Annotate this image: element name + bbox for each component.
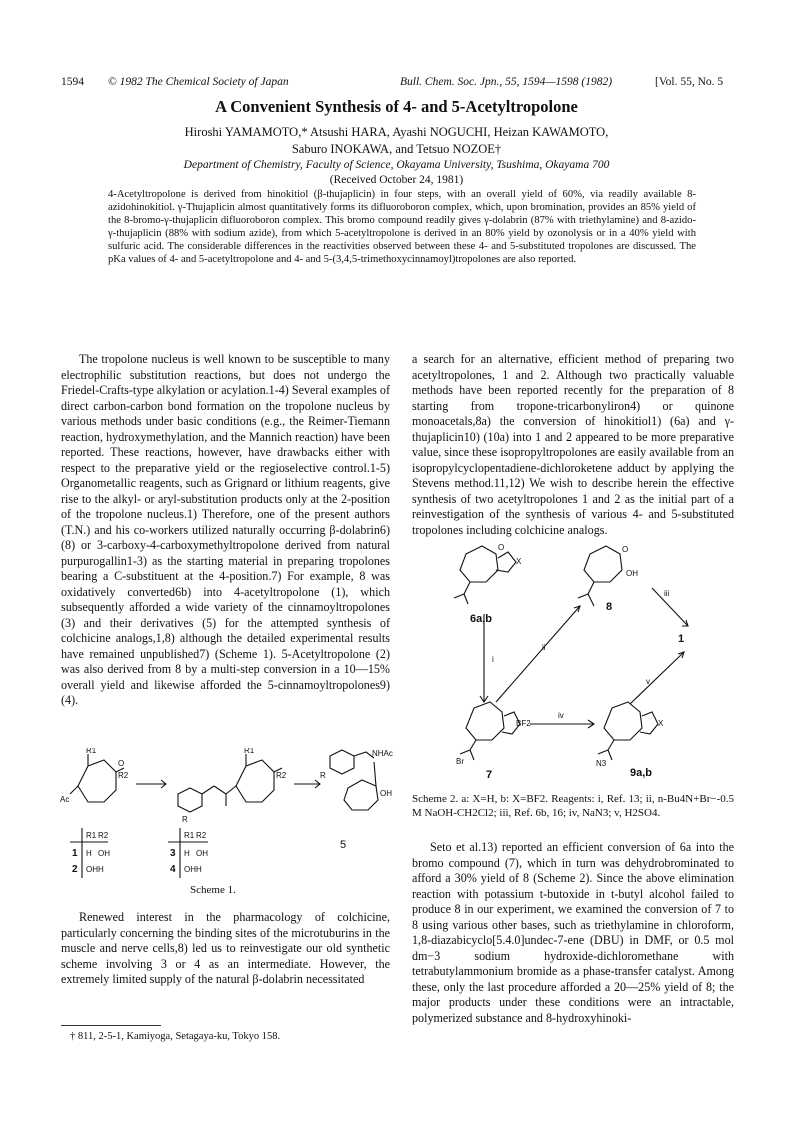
reagent-iv: iv <box>558 711 564 720</box>
compound-8-ring <box>584 546 622 582</box>
intro-paragraph-continued: a search for an alternative, efficient method of preparing two acetyltropolones, 1 and 2. Although two practically valuable methods have been reported recently for the preparation of 8 starting from tropone-tricarbonyliron4) or quinone monoacetals,8a) the conversion of hinokitiol1) (6a) and γ-thujaplicin10) (10a) into 1 and 2 appeared to be more preparative value, since these isopropyltropolones are easily available from an isopropylcyclopentadiene-dichloroketene adduct by applying the Stevens method.11,12) We wish to describe herein the effective synthesis of two acetyltropolones 1 and 2 as the initial part of a reinvestigation of the synthesis of various 4- and 5-substituted tropolones including colchicine analogs. <box>412 352 734 537</box>
journal-citation: Bull. Chem. Soc. Jpn., 55, 1594—1598 (1982) <box>400 76 613 88</box>
s2-br-7: Br <box>456 757 464 766</box>
table-b-row1-c2: OH <box>196 849 208 858</box>
table-a-row1-c2: OH <box>98 849 110 858</box>
compound-7-ring <box>466 702 504 740</box>
arrow-v <box>630 652 684 704</box>
label-8: 8 <box>606 601 613 613</box>
label-6ab: 6a,b <box>470 613 493 625</box>
arrow-iii <box>652 588 688 626</box>
intro-paragraph-1: The tropolone nucleus is well known to be susceptible to many electrophilic substitution reactions, but does not undergo the Friedel-Crafts-type alkylation or acylation.1-4) Several examples of direct carbon-carbon bond formation on the tropolone nucleus by various methods under basic conditions (e.g., the Reimer-Tiemann reaction, hydroxymethylation, and the Mannich reaction) have been reported. These reactions, however, have drawbacks either with respect to the preparative yield or the regioselective control.1-5) Organometallic reagents, such as Grignard or lithium reagents, give rise to the alkyl- or aryl-substitution products only at the 2-position of the tropolone nucleus.1) Therefore, one of the present authors (T.N.) and his co-workers utilized naturally occurring β-dolabrin6) (8) or 3-carboxy-4-carboxymethyltropolone derived from natural purpurogallin1-3) as the starting material in preparing tropolones bearing a C-substituent at the 4-position.7) For example, 8 was oxidatively converted6b) into 4-acetyltropolone (1), which subsequently afforded a wide variety of the cinnamoyltropolones (3) and their derivatives (5) for the attempted synthesis of colchicine analogs,1,8) although the detailed experimental results have remained unpublished7) (Scheme 1). 5-Acetyltropolone (2) was also derived from 8 by a multi-step conversion in a 10—15% overall yield and likewise afforded the 5-cinnamoyltropolones9) (4). <box>61 352 390 707</box>
copyright: © 1982 The Chemical Society of Japan <box>108 76 289 88</box>
label-1: 1 <box>678 633 685 645</box>
volume-info: [Vol. 55, No. 5 <box>655 76 724 88</box>
s2-x-6: X <box>516 557 522 566</box>
table-a-row1-c1: H <box>86 849 92 858</box>
left-column-text <box>61 352 390 709</box>
intro-paragraph-2: Renewed interest in the pharmacology of colchicine, particularly concerning the binding sites of the microtuburins in the muscle and nerve cells,8) led us to reinvestigate our old synthetic scheme involving 3 or 4 as an intermediate. However, the extremely limited supply of the natural β-dolabrin necessitated <box>61 910 390 986</box>
left-column-text-2 <box>61 910 390 988</box>
label-nhac: NHAc <box>372 749 393 758</box>
reagent-iii: iii <box>664 589 670 598</box>
table-b-row2-id: 4 <box>170 864 176 875</box>
table-b-h2: R2 <box>196 831 207 840</box>
results-paragraph: Seto et al.13) reported an efficient conversion of 6a into the bromo compound (7), which in turn was dehydrobrominated to afford a 30% yield of 8 (Scheme 2). Since the above elimination reaction with potassium t-butoxide in t-butyl alcohol failed to produce 8 in our experiment, we examined the conversion of 7 to 8 using various other bases, such as triethylamine in chloroform, 1,8-diazabicyclo[5.4.0]undec-7-ene (DBU) in DMF, or 0.5 mol dm−3 sodium hydroxide-dichloromethane with tetrabutylammonium bromide as a phase-transfer catalyst. Among these, only the last procedure afforded a 20—25% yield of 8; the major products under these conditions were an intractable, polymerized substance and 8-hydroxyhinoki- <box>412 840 734 1025</box>
authors-line1: Hiroshi YAMAMOTO,* Atsushi HARA, Ayashi NOGUCHI, Heizan KAWAMOTO, <box>184 125 609 139</box>
reagent-ii: ii <box>542 643 546 652</box>
compound-9-ring <box>604 702 642 740</box>
tropolone-ring-5 <box>344 780 378 810</box>
table-a-row2-c2: H <box>98 865 104 874</box>
page-number: 1594 <box>61 76 84 88</box>
tropolone-ring-2 <box>236 760 274 802</box>
footnote-rule <box>61 1025 161 1026</box>
label-r1-b: R1 <box>244 748 255 755</box>
right-column-text-2 <box>412 840 734 1026</box>
scheme-2 <box>430 536 730 786</box>
label-o: O <box>118 759 125 768</box>
footnote: † 811, 2-5-1, Kamiyoga, Setagaya-ku, Tokyo 158. <box>70 1031 281 1042</box>
aryl-ring-5 <box>330 750 354 774</box>
s2-o-6: O <box>498 543 505 552</box>
label-9ab: 9a,b <box>630 767 653 779</box>
s2-n3-9: N3 <box>596 759 607 768</box>
reagent-v: v <box>646 677 650 686</box>
label-r: R <box>182 815 188 824</box>
affiliation: Department of Chemistry, Faculty of Science, Okayama University, Tsushima, Okayama 700 <box>183 159 610 171</box>
received-date: (Received October 24, 1981) <box>329 174 464 186</box>
arrow-ii <box>496 606 580 702</box>
scheme-1 <box>58 748 398 898</box>
label-r2: R2 <box>118 771 129 780</box>
table-a-row1-id: 1 <box>72 848 78 859</box>
scheme-1-caption: Scheme 1. <box>190 884 236 896</box>
label-r-b: R <box>320 771 326 780</box>
reagent-i: i <box>492 655 494 664</box>
label-oh: OH <box>380 789 392 798</box>
table-b-row1-c1: H <box>184 849 190 858</box>
table-b-row2-c1: OH <box>184 865 196 874</box>
label-ac: Ac <box>60 795 70 804</box>
compound-6-ring <box>460 546 498 582</box>
s2-bf2-7: BF2 <box>516 719 531 728</box>
scheme-2-drawing <box>430 536 730 786</box>
table-a-h1: R1 <box>86 831 97 840</box>
label-r2-b: R2 <box>276 771 287 780</box>
tropolone-ring-1 <box>78 760 116 802</box>
s2-oh-8: OH <box>626 569 638 578</box>
label-7: 7 <box>486 769 493 781</box>
paper-title: A Convenient Synthesis of 4- and 5-Acetyltropolone <box>215 97 578 116</box>
authors-line2: Saburo INOKAWA, and Tetsuo NOZOE† <box>291 142 502 156</box>
table-b-row2-c2: H <box>196 865 202 874</box>
right-column-text <box>412 352 734 538</box>
table-a-row2-c1: OH <box>86 865 98 874</box>
table-b-row1-id: 3 <box>170 848 176 859</box>
scheme-1-drawing <box>58 748 398 898</box>
label-r1: R1 <box>86 748 97 755</box>
s2-o-8: O <box>622 545 629 554</box>
abstract: 4-Acetyltropolone is derived from hinokitiol (β-thujaplicin) in four steps, with an overall yield of 60%, via readily available 8-azidohinokitiol. γ-Thujaplicin almost quantitatively forms its difluoroboron complex, which, upon bromination, provides an 85% yield of the 8-bromo-γ-thujaplicin difluoroboron complex. This bromo compound readily gives γ-dolabrin (87% with triethylamine) and 8-azido-γ-thujaplicin (88% with sodium azide), from which 5-acetyltropolone is derived in an 80% yield by ozonolysis or in a 40% yield with sulfuric acid. The considerable differences in the reactivities observed between these 4- and 5-substituted tropolones are discussed. The pKa values of 4- and 5-acetyltropolone and 4- and 5-(3,4,5-trimethoxycinnamoyl)tropolones are also reported. <box>108 189 696 266</box>
table-b-h1: R1 <box>184 831 195 840</box>
s2-x-9: X <box>658 719 664 728</box>
scheme-2-caption: Scheme 2. a: X=H, b: X=BF2. Reagents: i, Ref. 13; ii, n-Bu4N+Br−-0.5 M NaOH-CH2Cl2; iii, Ref. 6b, 16; iv, NaN3; v, H2SO4. <box>412 793 734 819</box>
aryl-ring <box>178 788 202 812</box>
table-a-row2-id: 2 <box>72 864 78 875</box>
compound-5: 5 <box>340 839 347 851</box>
table-a-h2: R2 <box>98 831 109 840</box>
